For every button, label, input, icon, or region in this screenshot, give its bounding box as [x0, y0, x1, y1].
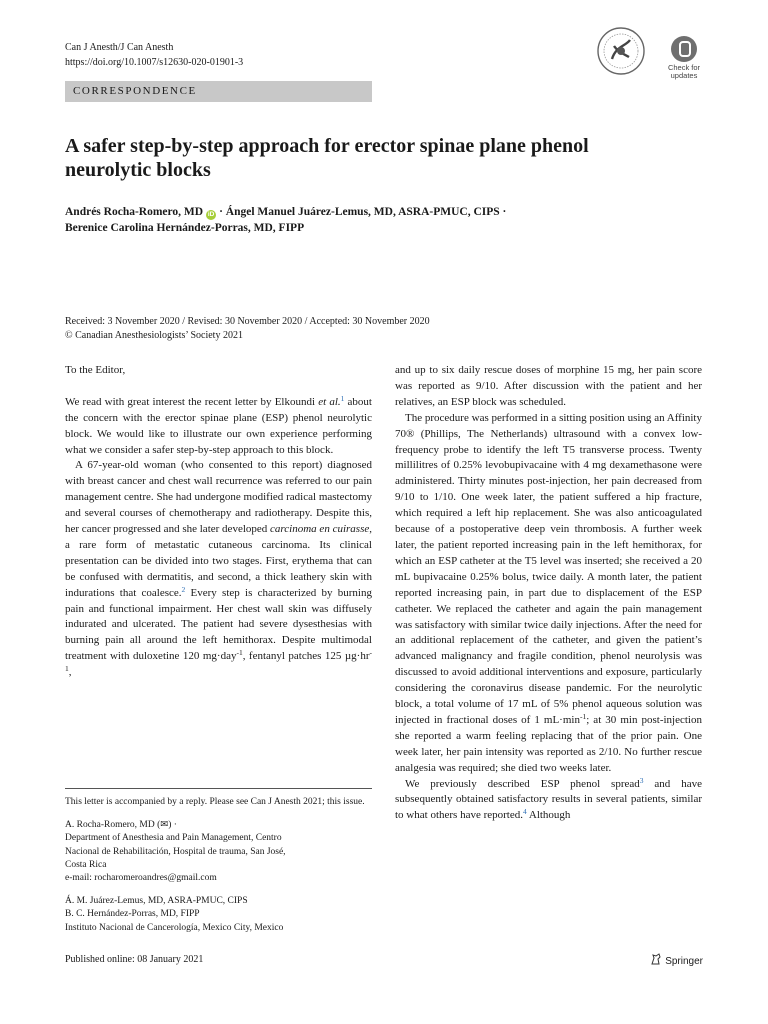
check-updates-label-2: updates: [670, 71, 698, 80]
author-list: [65, 205, 705, 236]
copyright-line: © Canadian Anesthesiologists’ Society 2021: [65, 330, 243, 341]
article-title: [65, 134, 685, 182]
paragraph-4: The procedure was performed in a sitting position using an Affinity 70® (Phillips, The Netherlands) ultrasound with a convex low-frequency probe to identify the left T5 transverse process. Twenty millilitres of 0.25% levobupivacaine with 4 mg dexamethasone were administered. Thirty minutes post-injection, her pain decreased from 9/10 to 1/10. One week later, the patient suffered a hip fracture, which required a left hip replacement. She was also anticoagulated because of a postoperative deep vein thrombosis. A further week later, the patient reported increasing pain in the left hemithorax, for which an ESP catheter at the T5 level was inserted; she received a 20 mL bupivacaine 0.25% bolus, twice daily. A month later, the patient reported increasing pain, in part due to displacement of the ESP catheter. We replaced the catheter and again the pain management was satisfactory with similar twice daily injections. After the need for an additional replacement of the catheter, and given the patient’s advanced malignancy and fragile condition, phenol neurolysis was discussed to avoid additional interventions and exposure, particularly considering the coronavirus disease pandemic. For the neurolytic block, a total volume of 17 mL of 5% phenol aqueous solution was injected in fractional doses of 1 $mL\cdot\min^{-1}$; at 30 min post-injection she reported a warm feeling replacing that of the prior pain. One week later, her pain intensity was reported as 2/10. No further rescue analgesia was required; she died two weeks later.: [395, 411, 702, 774]
salutation: To the Editor,: [65, 364, 126, 376]
email-link[interactable]: e-mail: rocharomeroandres@gmail.com: [65, 873, 217, 884]
citation-4-link[interactable]: 4: [522, 807, 527, 817]
check-for-updates-badge[interactable]: [665, 36, 703, 80]
citation-2-link[interactable]: 2: [181, 584, 186, 594]
author-3: Berenice Carolina Hernández-Porras, MD, FIPP: [65, 221, 305, 234]
author-1: Andrés Rocha-Romero, MD: [65, 206, 204, 218]
paragraph-5: We previously described ESP phenol spread$^3$ and have subsequently obtained satisfactory results in several patients, similar to what others have reported.$^4$ Although: [395, 775, 702, 822]
citation-1-link[interactable]: 1: [340, 393, 345, 403]
check-updates-icon: [671, 36, 697, 62]
affiliation-1-name: A. Rocha-Romero, MD (✉) ·: [65, 820, 177, 831]
author-2: · Ángel Manuel Juárez-Lemus, MD, ASRA-PMUC, CIPS ·: [219, 206, 507, 218]
journal-name: Can J Anesth/J Can Anesth: [65, 42, 174, 53]
page-footer: [65, 953, 703, 967]
affiliation-2-line-3: Instituto Nacional de Cancerología, Mexico City, Mexico: [65, 922, 284, 933]
orcid-icon[interactable]: iD: [207, 211, 215, 218]
springer-horse-icon: [650, 953, 662, 965]
disease-name: carcinoma en cuirasse: [270, 523, 370, 536]
title-line-1: A safer step-by-step approach for erector spinae plane phenol: [65, 135, 589, 157]
published-date: Published online: 08 January 2021: [65, 954, 204, 965]
paragraph-1: We read with great interest the recent letter by Elkoundi et al.$^1$ about the concern with the erector spinae plane (ESP) phenol neurolytic block. We would like to illustrate our own experience performing what we consider a safer step-by-step approach to this block.: [65, 393, 372, 456]
title-line-2: neurolytic blocks: [65, 159, 211, 181]
publisher-name: Springer: [665, 956, 703, 967]
affiliation-2-line-2: B. C. Hernández-Porras, MD, FIPP: [65, 909, 200, 920]
body-column-left: [65, 363, 372, 681]
paragraph-3: and up to six daily rescue doses of morphine 15 mg, her pain score was reported as 9/10. After discussion with the patient and her relatives, an ESP block was scheduled.: [395, 364, 702, 408]
affiliation-1-line-3: Costa Rica: [65, 859, 107, 870]
body-column-right: [395, 363, 702, 824]
et-al-text: et al.: [318, 395, 341, 408]
paragraph-2: A 67-year-old woman (who consented to this report) diagnosed with breast cancer and chest wall recurrence was referred to our pain management centre. She had undergone modified radical mastectomy and several courses of chemotherapy and radiotherapy. Despite this, her cancer progressed and she later developed carcinoma en cuirasse, a rare form of metastatic cutaneous carcinoma. Its clinical presentation can be divided into two stages. First, erythema that can be confused with dermatitis, and second, a thick leathery skin with indurations that coalesce.$^2$ Every step is characterized by burning pain and functional impairment. Her chest wall skin was diffusely indurated and ulcerated. The patient had severe dysesthesias with burning pain all around the left hemithorax. Despite multimodal treatment with duloxetine 120 mg·day$^{-1}$, fentanyl patches 125 $\mu g\cdot hr^{-1}$,: [65, 459, 372, 679]
society-seal-icon: [596, 26, 646, 76]
author-line-1: [65, 205, 705, 221]
affiliation-1-line-2: Nacional de Rehabilitación, Hospital de trauma, San José,: [65, 846, 286, 857]
section-label: CORRESPONDENCE: [73, 85, 197, 97]
journal-header: [65, 40, 243, 70]
check-updates-label-1: Check for: [667, 63, 701, 72]
doi-link[interactable]: https://doi.org/10.1007/s12630-020-01901-3: [65, 57, 244, 68]
affiliation-2-line-1: Á. M. Juárez-Lemus, MD, ASRA-PMUC, CIPS: [65, 896, 248, 907]
section-banner: [65, 81, 372, 102]
article-dates: [65, 315, 705, 343]
reply-note: This letter is accompanied by a reply. Please see Can J Anesth 2021; this issue.: [65, 797, 365, 807]
springer-logo: [650, 953, 703, 969]
citation-3-link[interactable]: 3: [639, 775, 644, 785]
footnote-divider: [65, 788, 372, 789]
history-dates: Received: 3 November 2020 / Revised: 30 November 2020 / Accepted: 30 November 2020: [65, 316, 430, 327]
affiliation-1-line-1: Department of Anesthesia and Pain Management, Centro: [65, 833, 282, 844]
footnotes: [65, 796, 375, 935]
